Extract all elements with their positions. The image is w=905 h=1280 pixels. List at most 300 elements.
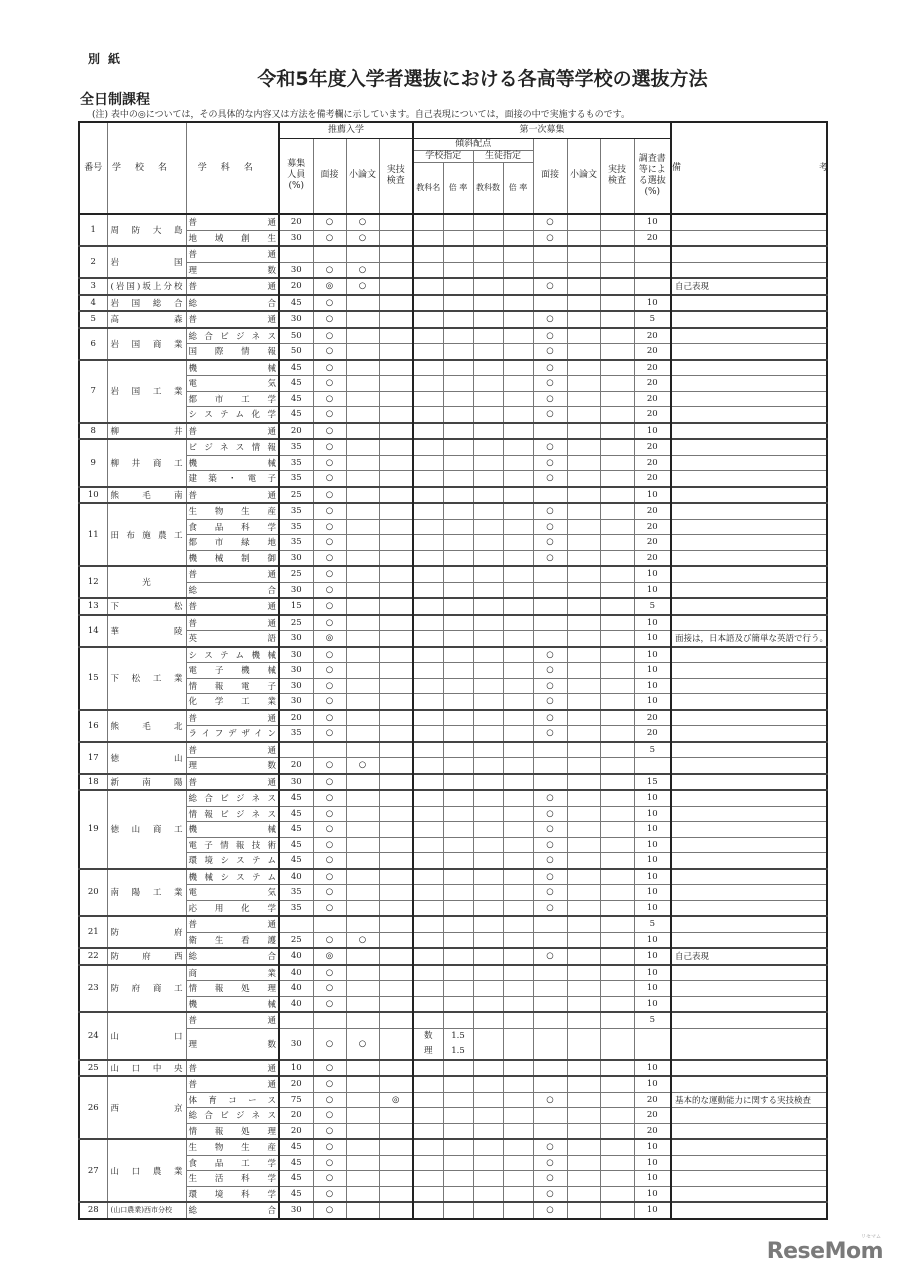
table-row — [79, 566, 827, 582]
first-interview — [533, 631, 567, 647]
first-essay — [567, 1155, 600, 1171]
weighted-ratio — [443, 678, 473, 694]
student-subject-count — [473, 822, 503, 838]
report-selection: 20 — [634, 471, 671, 487]
rec-essay — [346, 1092, 379, 1108]
weighted-subject-name — [413, 246, 443, 262]
first-essay — [567, 996, 600, 1012]
rec-quota: 25 — [279, 566, 313, 582]
table-row — [79, 230, 827, 246]
first-interview: ○ — [533, 1155, 567, 1171]
first-interview: ○ — [533, 663, 567, 679]
rec-practical — [379, 598, 413, 615]
header-first-round: 第一次募集 — [413, 122, 671, 138]
header-number: 番号 — [79, 122, 107, 214]
report-selection: 15 — [634, 774, 671, 791]
weighted-subject-name — [413, 1076, 443, 1092]
first-essay — [567, 535, 600, 551]
student-subject-count — [473, 885, 503, 901]
student-ratio — [503, 391, 533, 407]
rec-quota: 30 — [279, 230, 313, 246]
department-name: 体育コース — [186, 1092, 279, 1108]
student-ratio — [503, 948, 533, 965]
school-name: 西京 — [107, 1076, 186, 1139]
weighted-subject-name — [413, 582, 443, 598]
weighted-ratio — [443, 869, 473, 885]
student-subject-count — [473, 278, 503, 295]
department-name: 情報処理 — [186, 981, 279, 997]
rec-essay — [346, 869, 379, 885]
remarks — [671, 996, 827, 1012]
table-row — [79, 900, 827, 916]
rec-interview: ○ — [313, 678, 346, 694]
weighted-subject-name — [413, 822, 443, 838]
student-subject-count — [473, 1108, 503, 1124]
first-interview: ○ — [533, 837, 567, 853]
rec-practical — [379, 1076, 413, 1092]
department-name: 総合ビジネス — [186, 1108, 279, 1124]
first-essay — [567, 1123, 600, 1139]
first-practical — [600, 328, 634, 344]
school-name: 熊毛南 — [107, 487, 186, 504]
rec-quota: 30 — [279, 647, 313, 663]
remarks — [671, 726, 827, 742]
student-ratio — [503, 360, 533, 376]
weighted-ratio — [443, 900, 473, 916]
first-practical — [600, 455, 634, 471]
first-practical — [600, 726, 634, 742]
weighted-subject-name — [413, 869, 443, 885]
report-selection — [634, 246, 671, 262]
school-number: 4 — [79, 295, 107, 312]
rec-interview: ◎ — [313, 278, 346, 295]
first-practical — [600, 423, 634, 440]
header-student-designated: 生徒指定 — [473, 150, 533, 162]
table-row — [79, 758, 827, 774]
student-subject-count — [473, 1139, 503, 1155]
first-essay — [567, 344, 600, 360]
rec-practical — [379, 869, 413, 885]
report-selection: 10 — [634, 1202, 671, 1219]
rec-quota: 30 — [279, 262, 313, 278]
remarks — [671, 598, 827, 615]
school-number: 26 — [79, 1076, 107, 1139]
rec-practical — [379, 423, 413, 440]
remarks — [671, 774, 827, 791]
table-row — [79, 869, 827, 885]
rec-essay: ○ — [346, 278, 379, 295]
student-subject-count — [473, 1171, 503, 1187]
weighted-subject-name — [413, 694, 443, 710]
report-selection: 10 — [634, 885, 671, 901]
weighted-subject-name — [413, 932, 443, 948]
first-interview: ○ — [533, 790, 567, 806]
rec-practical — [379, 230, 413, 246]
first-interview: ○ — [533, 550, 567, 566]
first-interview — [533, 598, 567, 615]
table-row — [79, 678, 827, 694]
rec-interview: ○ — [313, 1123, 346, 1139]
rec-interview: ○ — [313, 1139, 346, 1155]
first-essay — [567, 742, 600, 758]
rec-interview: ○ — [313, 758, 346, 774]
school-name: 周防大島 — [107, 214, 186, 246]
rec-practical — [379, 262, 413, 278]
weighted-subject-name — [413, 503, 443, 519]
rec-essay — [346, 503, 379, 519]
school-name: 高森 — [107, 311, 186, 328]
rec-essay — [346, 598, 379, 615]
student-subject-count — [473, 1060, 503, 1077]
first-practical — [600, 742, 634, 758]
rec-quota: 20 — [279, 278, 313, 295]
weighted-subject-name — [413, 885, 443, 901]
table-row — [79, 471, 827, 487]
weighted-ratio — [443, 503, 473, 519]
rec-interview: ○ — [313, 566, 346, 582]
first-essay — [567, 822, 600, 838]
school-number: 19 — [79, 790, 107, 869]
first-essay — [567, 948, 600, 965]
first-essay — [567, 885, 600, 901]
rec-interview: ○ — [313, 790, 346, 806]
rec-essay: ○ — [346, 230, 379, 246]
weighted-subject-name — [413, 311, 443, 328]
first-interview: ○ — [533, 822, 567, 838]
rec-essay — [346, 981, 379, 997]
first-essay — [567, 758, 600, 774]
rec-essay — [346, 710, 379, 726]
table-row — [79, 407, 827, 423]
weighted-subject-name — [413, 726, 443, 742]
weighted-ratio — [443, 615, 473, 631]
remarks — [671, 439, 827, 455]
school-number: 21 — [79, 916, 107, 948]
first-essay — [567, 631, 600, 647]
rec-quota: 45 — [279, 853, 313, 869]
first-essay — [567, 1092, 600, 1108]
weighted-subject-name — [413, 996, 443, 1012]
remarks — [671, 1108, 827, 1124]
student-subject-count — [473, 311, 503, 328]
school-name: 徳山商工 — [107, 790, 186, 869]
first-essay — [567, 262, 600, 278]
first-essay — [567, 311, 600, 328]
weighted-ratio — [443, 311, 473, 328]
first-practical — [600, 1108, 634, 1124]
rec-essay — [346, 391, 379, 407]
rec-interview: ○ — [313, 869, 346, 885]
weighted-ratio — [443, 344, 473, 360]
weighted-subject-name — [413, 471, 443, 487]
weighted-ratio — [443, 566, 473, 582]
weighted-ratio — [443, 647, 473, 663]
department-name: 生物生産 — [186, 1139, 279, 1155]
rec-essay — [346, 631, 379, 647]
rec-quota: 45 — [279, 360, 313, 376]
rec-interview: ○ — [313, 262, 346, 278]
first-practical — [600, 295, 634, 312]
first-essay — [567, 1171, 600, 1187]
student-subject-count — [473, 503, 503, 519]
first-practical — [600, 837, 634, 853]
table-row — [79, 996, 827, 1012]
student-ratio — [503, 1092, 533, 1108]
weighted-subject-name — [413, 710, 443, 726]
rec-interview: ○ — [313, 774, 346, 791]
student-ratio — [503, 535, 533, 551]
weighted-ratio — [443, 439, 473, 455]
student-ratio — [503, 487, 533, 504]
weighted-subject-name — [413, 647, 443, 663]
first-practical — [600, 916, 634, 932]
first-essay — [567, 1108, 600, 1124]
report-selection: 20 — [634, 1108, 671, 1124]
first-essay — [567, 487, 600, 504]
rec-interview: ○ — [313, 1155, 346, 1171]
rec-essay — [346, 328, 379, 344]
weighted-subject-name — [413, 1028, 443, 1060]
report-selection: 10 — [634, 932, 671, 948]
remarks: 面接は，日本語及び簡単な英語で行う。 — [671, 631, 827, 647]
remarks — [671, 407, 827, 423]
student-ratio — [503, 439, 533, 455]
resemom-logo — [766, 1234, 883, 1264]
rec-practical — [379, 1028, 413, 1060]
department-name: 総合 — [186, 295, 279, 312]
weighted-ratio — [443, 1076, 473, 1092]
first-essay — [567, 407, 600, 423]
first-essay — [567, 981, 600, 997]
remarks — [671, 965, 827, 981]
rec-essay — [346, 566, 379, 582]
department-name: 機械 — [186, 822, 279, 838]
first-practical — [600, 391, 634, 407]
rec-quota: 35 — [279, 535, 313, 551]
table-note: (注) 表中の◎については，その具体的な内容又は方法を備考欄に示しています。自己表現については，面接の中で実施するものです。 — [92, 110, 630, 120]
weighted-subject-name — [413, 790, 443, 806]
remarks — [671, 376, 827, 392]
student-ratio — [503, 869, 533, 885]
weighted-ratio — [443, 663, 473, 679]
header-subject-name: 教科名 — [413, 162, 443, 214]
department-name: 国際情報 — [186, 344, 279, 360]
rec-quota: 20 — [279, 1108, 313, 1124]
first-interview: ○ — [533, 1092, 567, 1108]
table-row — [79, 535, 827, 551]
rec-quota: 35 — [279, 726, 313, 742]
first-practical — [600, 996, 634, 1012]
first-interview: ○ — [533, 407, 567, 423]
weighted-subject-name — [413, 1108, 443, 1124]
first-practical — [600, 214, 634, 230]
remarks — [671, 344, 827, 360]
first-practical — [600, 471, 634, 487]
student-ratio — [503, 1202, 533, 1219]
table-row — [79, 1139, 827, 1155]
student-subject-count — [473, 965, 503, 981]
rec-essay — [346, 360, 379, 376]
rec-quota: 35 — [279, 455, 313, 471]
weighted-ratio — [443, 726, 473, 742]
department-name: 電気 — [186, 885, 279, 901]
rec-practical — [379, 311, 413, 328]
report-selection: 20 — [634, 230, 671, 246]
table-row — [79, 631, 827, 647]
weighted-ratio — [443, 295, 473, 312]
report-selection: 10 — [634, 678, 671, 694]
weighted-subject-name — [413, 519, 443, 535]
first-interview — [533, 246, 567, 262]
first-interview: ○ — [533, 503, 567, 519]
weighted-subject-name — [413, 230, 443, 246]
rec-interview: ○ — [313, 214, 346, 230]
rec-practical — [379, 694, 413, 710]
table-row — [79, 376, 827, 392]
rec-practical — [379, 344, 413, 360]
remarks — [671, 246, 827, 262]
student-ratio — [503, 246, 533, 262]
table-row — [79, 278, 827, 295]
first-essay — [567, 615, 600, 631]
table-row — [79, 932, 827, 948]
remarks: 基本的な運動能力に関する実技検査 — [671, 1092, 827, 1108]
first-practical — [600, 647, 634, 663]
first-essay — [567, 1186, 600, 1202]
rec-interview: ○ — [313, 710, 346, 726]
first-practical — [600, 246, 634, 262]
weighted-ratio — [443, 996, 473, 1012]
report-selection: 10 — [634, 1060, 671, 1077]
department-name: 普通 — [186, 710, 279, 726]
rec-practical — [379, 582, 413, 598]
department-name: 普通 — [186, 615, 279, 631]
department-name: 情報電子 — [186, 678, 279, 694]
rec-practical — [379, 853, 413, 869]
student-ratio — [503, 663, 533, 679]
rec-practical — [379, 391, 413, 407]
student-ratio — [503, 1108, 533, 1124]
first-practical — [600, 566, 634, 582]
rec-interview: ○ — [313, 328, 346, 344]
school-name: 防府商工 — [107, 965, 186, 1013]
weighted-subject-name — [413, 1202, 443, 1219]
first-essay — [567, 853, 600, 869]
report-selection: 10 — [634, 1186, 671, 1202]
table-row — [79, 1092, 827, 1108]
weighted-ratio — [443, 535, 473, 551]
first-practical — [600, 360, 634, 376]
rec-quota: 45 — [279, 806, 313, 822]
rec-quota: 40 — [279, 965, 313, 981]
first-essay — [567, 246, 600, 262]
header-report-line2: 等によ — [638, 164, 666, 175]
remarks — [671, 535, 827, 551]
first-practical — [600, 1076, 634, 1092]
department-name: 普通 — [186, 246, 279, 262]
remarks — [671, 391, 827, 407]
student-subject-count — [473, 519, 503, 535]
rec-interview: ○ — [313, 900, 346, 916]
weighted-subject-name — [413, 758, 443, 774]
table-row — [79, 965, 827, 981]
first-essay — [567, 566, 600, 582]
first-interview: ○ — [533, 1202, 567, 1219]
student-ratio — [503, 1060, 533, 1077]
weighted-ratio — [443, 1028, 473, 1060]
rec-quota: 40 — [279, 996, 313, 1012]
school-number: 23 — [79, 965, 107, 1013]
department-name: 機械システム — [186, 869, 279, 885]
rec-quota — [279, 916, 313, 932]
department-name: 電子機械 — [186, 663, 279, 679]
school-number: 18 — [79, 774, 107, 791]
student-ratio — [503, 311, 533, 328]
school-number: 28 — [79, 1202, 107, 1219]
student-subject-count — [473, 471, 503, 487]
student-ratio — [503, 471, 533, 487]
first-practical — [600, 1139, 634, 1155]
weighted-ratio — [443, 742, 473, 758]
rec-essay — [346, 615, 379, 631]
table-row — [79, 582, 827, 598]
first-essay — [567, 916, 600, 932]
weighted-ratio — [443, 1108, 473, 1124]
rec-interview — [313, 1012, 346, 1028]
report-selection: 20 — [634, 1123, 671, 1139]
student-subject-count — [473, 948, 503, 965]
remarks — [671, 471, 827, 487]
student-subject-count — [473, 598, 503, 615]
first-essay — [567, 1076, 600, 1092]
student-subject-count — [473, 455, 503, 471]
header-ratio-2: 倍 率 — [503, 162, 533, 214]
first-interview: ○ — [533, 278, 567, 295]
rec-practical — [379, 1155, 413, 1171]
student-subject-count — [473, 566, 503, 582]
remarks — [671, 869, 827, 885]
rec-quota: 45 — [279, 391, 313, 407]
first-interview: ○ — [533, 311, 567, 328]
school-number: 11 — [79, 503, 107, 566]
table-row — [79, 423, 827, 440]
student-subject-count — [473, 550, 503, 566]
header-remarks: 備 考 — [671, 122, 827, 214]
header-rec-quota-line2: 人員 — [287, 170, 306, 181]
department-name: 理数 — [186, 758, 279, 774]
weighted-subject-name — [413, 550, 443, 566]
header-rec-quota-line1: 募集 — [287, 159, 306, 170]
student-ratio — [503, 647, 533, 663]
rec-quota: 45 — [279, 1186, 313, 1202]
weighted-ratio — [443, 758, 473, 774]
student-ratio — [503, 885, 533, 901]
rec-quota: 30 — [279, 550, 313, 566]
report-selection: 10 — [634, 790, 671, 806]
rec-interview: ○ — [313, 885, 346, 901]
remarks — [671, 758, 827, 774]
department-name: 総合ビジネス — [186, 328, 279, 344]
rec-essay — [346, 423, 379, 440]
rec-practical — [379, 535, 413, 551]
rec-practical — [379, 1012, 413, 1028]
department-name: 総合ビジネス — [186, 790, 279, 806]
student-ratio — [503, 758, 533, 774]
rec-essay — [346, 582, 379, 598]
first-interview — [533, 1076, 567, 1092]
student-subject-count — [473, 726, 503, 742]
school-number: 3 — [79, 278, 107, 295]
